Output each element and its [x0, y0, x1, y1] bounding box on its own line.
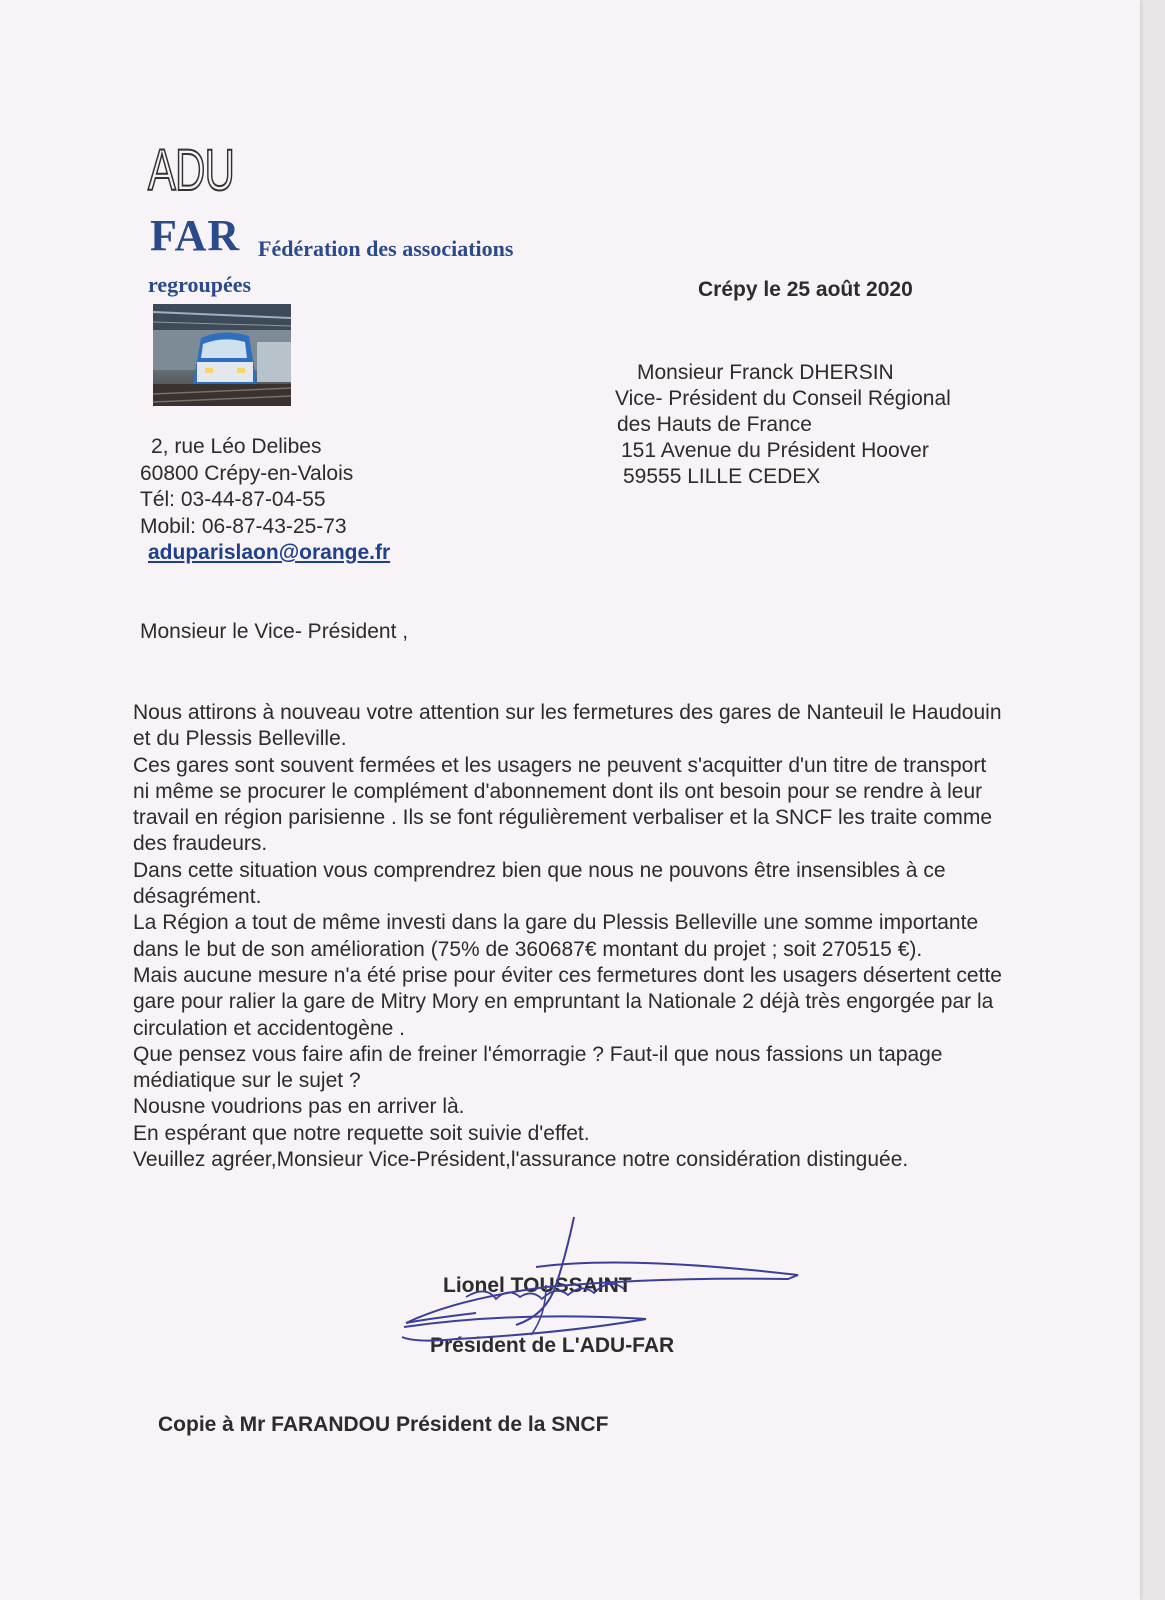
body-paragraph: Ces gares sont souvent fermées et les usagers ne peuvent s'acquitter d'un titre de transport ni même se procurer le complément d'abonnement dont ils ont besoin pour se rendre à leur travail en région parisienne . Ils se font régulièrement verbaliser et la SNCF les traite comme des fraudeurs.: [133, 753, 993, 856]
sender-email-link[interactable]: aduparislaon@orange.fr: [148, 541, 391, 564]
train-illustration: [153, 304, 291, 406]
recipient-line: 59555 LILLE CEDEX: [623, 465, 821, 488]
body-paragraph: Nousne voudrions pas en arriver là.: [133, 1095, 465, 1119]
sender-mobile: Mobil: 06-87-43-25-73: [140, 514, 347, 538]
signatory-title: Président de L'ADU-FAR: [430, 1334, 675, 1357]
body-paragraph: Dans cette situation vous comprendrez bien que nous ne pouvons être insensibles à ce désagrément.: [133, 858, 946, 909]
body-paragraph: Que pensez vous faire afin de freiner l'émorragie ? Faut-il que nous fassions un tapage médiatique sur le sujet ?: [133, 1042, 943, 1093]
sender-phone: Tél: 03-44-87-04-55: [140, 488, 326, 511]
far-logo: FAR: [150, 211, 241, 260]
signatory-name: Lionel TOUSSAINT: [443, 1274, 632, 1297]
body-paragraph: En espérant que notre requette soit suivie d'effet.: [133, 1121, 590, 1145]
body-paragraph: Veuillez agréer,Monsieur Vice-Président,l'assurance notre considération distinguée.: [133, 1148, 909, 1172]
recipient-line: des Hauts de France: [617, 413, 812, 436]
sender-address: [140, 434, 390, 567]
body-paragraph: La Région a tout de même investi dans la gare du Plessis Belleville une somme importante dans le but de son amélioration (75% de 360687€ montant du projet ; soit 270515 €).: [133, 911, 979, 961]
train-photo: [153, 304, 291, 406]
sender-city: 60800 Crépy-en-Valois: [140, 461, 354, 485]
copy-recipient: Copie à Mr FARANDOU Président de la SNCF: [158, 1413, 609, 1436]
recipient-address: [615, 360, 951, 490]
letter-date: Crépy le 25 août 2020: [698, 278, 913, 301]
organisation-name-continued: regroupées: [148, 272, 252, 297]
handwritten-signature: [396, 1215, 826, 1365]
recipient-line: Vice- Président du Conseil Régional: [615, 387, 951, 410]
letter-body: [133, 700, 1003, 1173]
recipient-line: Monsieur Franck DHERSIN: [637, 361, 894, 384]
salutation: Monsieur le Vice- Président ,: [140, 620, 409, 643]
sender-street: 2, rue Léo Delibes: [151, 435, 322, 458]
recipient-line: 151 Avenue du Président Hoover: [621, 439, 929, 462]
organisation-name: Fédération des associations: [258, 236, 514, 261]
body-paragraph: Mais aucune mesure n'a été prise pour éviter ces fermetures dont les usagers désertent cette gare pour ralier la gare de Mitry Mory en empruntant la Nationale 2 déjà très engorgée par la circulation et accidentogène .: [133, 963, 1002, 1040]
body-paragraph: Nous attirons à nouveau votre attention sur les fermetures des gares de Nanteuil le Haudouin et du Plessis Belleville.: [133, 701, 1002, 751]
adu-logo: ADU: [148, 138, 235, 203]
